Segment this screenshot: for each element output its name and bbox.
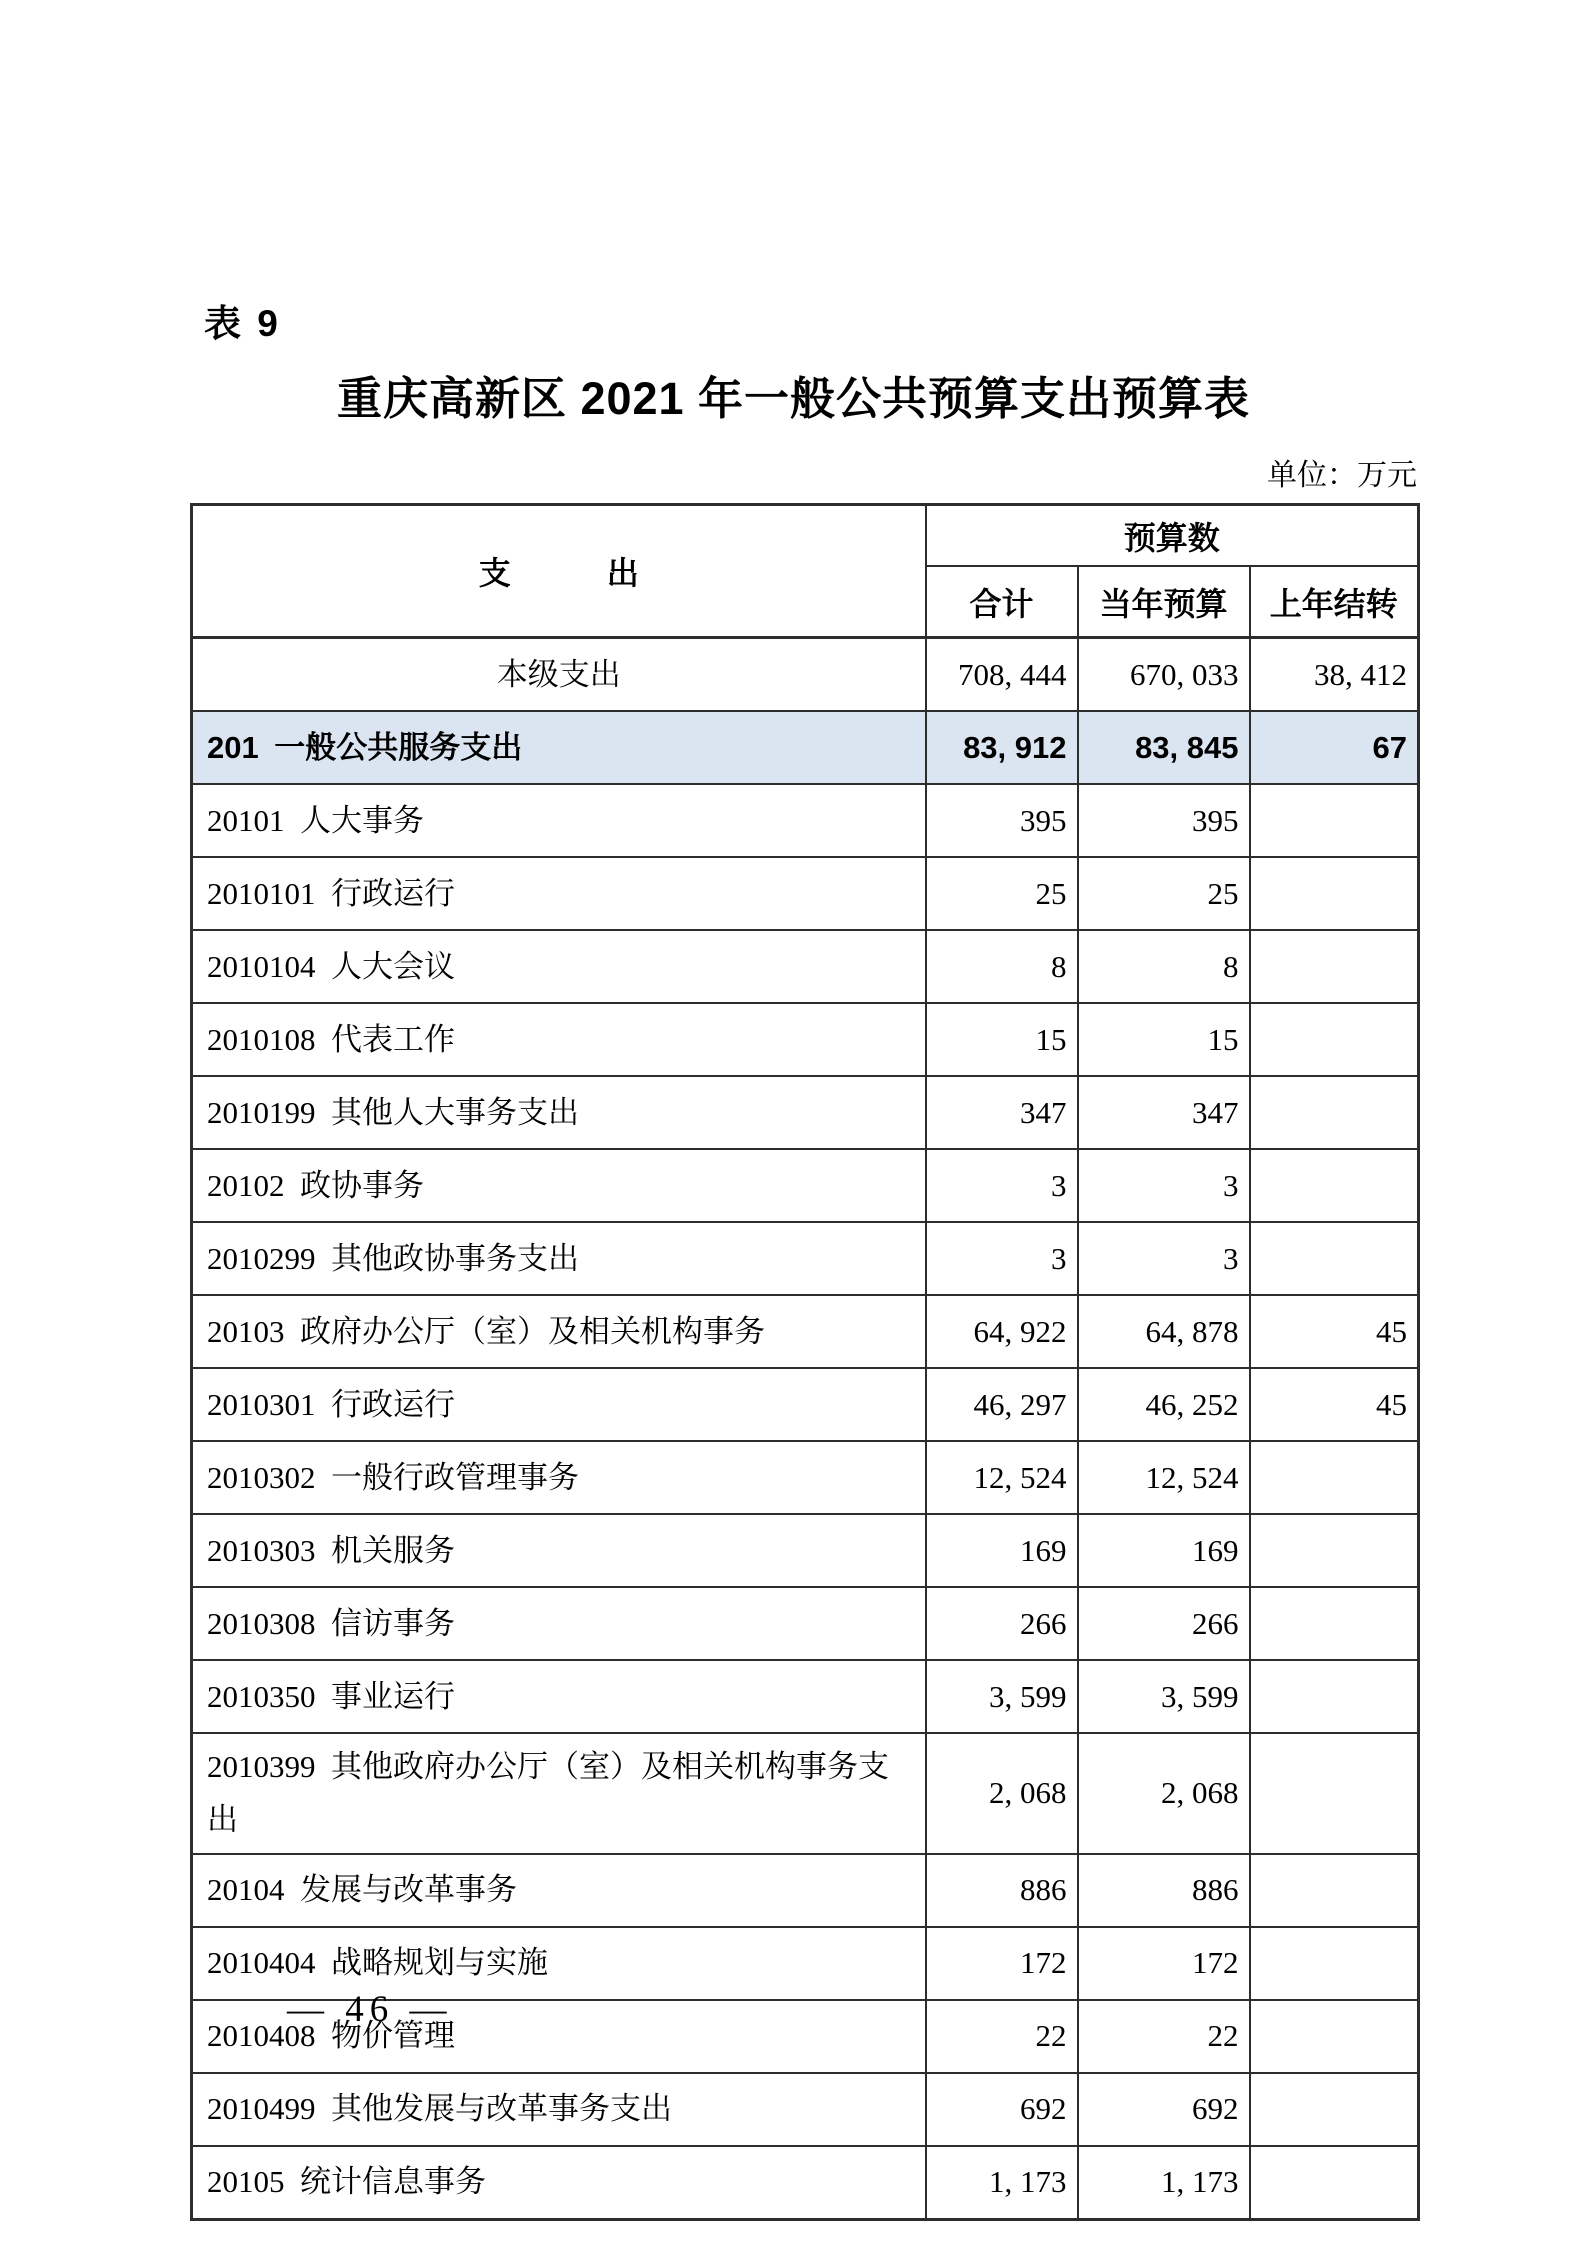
current-year-value-cell: 3, 599 <box>1078 1660 1250 1733</box>
table-row <box>192 1149 1419 1222</box>
carryover-value-cell <box>1250 1514 1419 1587</box>
table-row <box>192 1368 1419 1441</box>
column-header-expenditure: 支 出 <box>192 505 926 638</box>
table-row <box>192 784 1419 857</box>
total-value-cell: 46, 297 <box>926 1368 1078 1441</box>
unit-note: 单位：万元 <box>1267 459 1417 492</box>
total-value-cell: 692 <box>926 2073 1078 2146</box>
budget-table-body <box>192 638 1419 2220</box>
current-year-value-cell: 395 <box>1078 784 1250 857</box>
current-year-value-cell: 2, 068 <box>1078 1733 1250 1854</box>
carryover-value-cell <box>1250 2146 1419 2220</box>
total-value-cell: 169 <box>926 1514 1078 1587</box>
current-year-value-cell: 266 <box>1078 1587 1250 1660</box>
total-value-cell: 1, 173 <box>926 2146 1078 2220</box>
carryover-value-cell <box>1250 1927 1419 2000</box>
total-value-cell: 3 <box>926 1222 1078 1295</box>
budget-table <box>190 503 1420 2221</box>
current-year-value-cell: 64, 878 <box>1078 1295 1250 1368</box>
carryover-value-cell <box>1250 1149 1419 1222</box>
expenditure-item-cell: 2010399 其他政府办公厅（室）及相关机构事务支出 <box>192 1733 926 1854</box>
total-value-cell: 2, 068 <box>926 1733 1078 1854</box>
table-row <box>192 1295 1419 1368</box>
total-value-cell: 64, 922 <box>926 1295 1078 1368</box>
carryover-value-cell <box>1250 1854 1419 1927</box>
total-value-cell: 395 <box>926 784 1078 857</box>
table-row <box>192 857 1419 930</box>
current-year-value-cell: 347 <box>1078 1076 1250 1149</box>
budget-table-header <box>192 505 1419 638</box>
table-row <box>192 1441 1419 1514</box>
table-row <box>192 1854 1419 1927</box>
carryover-value-cell <box>1250 2000 1419 2073</box>
table-row <box>192 1514 1419 1587</box>
carryover-value-cell <box>1250 2073 1419 2146</box>
total-value-cell: 83, 912 <box>926 711 1078 784</box>
expenditure-item-cell: 2010301 行政运行 <box>192 1368 926 1441</box>
total-value-cell: 22 <box>926 2000 1078 2073</box>
page-number: — 46 — <box>287 1989 453 2030</box>
total-value-cell: 266 <box>926 1587 1078 1660</box>
current-year-value-cell: 83, 845 <box>1078 711 1250 784</box>
total-value-cell: 172 <box>926 1927 1078 2000</box>
total-value-cell: 12, 524 <box>926 1441 1078 1514</box>
total-value-cell: 25 <box>926 857 1078 930</box>
expenditure-item-cell: 2010308 信访事务 <box>192 1587 926 1660</box>
expenditure-item-cell: 2010299 其他政协事务支出 <box>192 1222 926 1295</box>
current-year-value-cell: 15 <box>1078 1003 1250 1076</box>
total-value-cell: 8 <box>926 930 1078 1003</box>
carryover-value-cell <box>1250 1733 1419 1854</box>
carryover-value-cell: 67 <box>1250 711 1419 784</box>
table-row <box>192 2073 1419 2146</box>
expenditure-item-cell: 2010408 物价管理 <box>192 2000 926 2073</box>
expenditure-item-cell: 2010104 人大会议 <box>192 930 926 1003</box>
expenditure-item-cell: 201 一般公共服务支出 <box>192 711 926 784</box>
table-row <box>192 638 1419 712</box>
carryover-value-cell <box>1250 1222 1419 1295</box>
table-row <box>192 2146 1419 2220</box>
table-row <box>192 1076 1419 1149</box>
table-row <box>192 1003 1419 1076</box>
expenditure-item-cell: 20102 政协事务 <box>192 1149 926 1222</box>
carryover-value-cell <box>1250 784 1419 857</box>
table-row <box>192 1222 1419 1295</box>
total-value-cell: 3 <box>926 1149 1078 1222</box>
current-year-value-cell: 46, 252 <box>1078 1368 1250 1441</box>
expenditure-item-cell: 20104 发展与改革事务 <box>192 1854 926 1927</box>
expenditure-item-cell: 2010499 其他发展与改革事务支出 <box>192 2073 926 2146</box>
column-header-total: 合计 <box>926 566 1078 638</box>
table-row <box>192 711 1419 784</box>
expenditure-item-cell: 20101 人大事务 <box>192 784 926 857</box>
total-value-cell: 708, 444 <box>926 638 1078 712</box>
expenditure-item-cell: 20103 政府办公厅（室）及相关机构事务 <box>192 1295 926 1368</box>
table-row <box>192 930 1419 1003</box>
carryover-value-cell <box>1250 1003 1419 1076</box>
table-row <box>192 1733 1419 1854</box>
total-value-cell: 15 <box>926 1003 1078 1076</box>
total-value-cell: 886 <box>926 1854 1078 1927</box>
expenditure-item-cell: 2010199 其他人大事务支出 <box>192 1076 926 1149</box>
carryover-value-cell: 45 <box>1250 1368 1419 1441</box>
expenditure-item-cell: 2010108 代表工作 <box>192 1003 926 1076</box>
carryover-value-cell: 38, 412 <box>1250 638 1419 712</box>
page-title: 重庆高新区 2021 年一般公共预算支出预算表 <box>336 373 1251 424</box>
carryover-value-cell <box>1250 857 1419 930</box>
current-year-value-cell: 172 <box>1078 1927 1250 2000</box>
current-year-value-cell: 692 <box>1078 2073 1250 2146</box>
table-number-label: 表 9 <box>204 303 281 344</box>
table-row <box>192 1587 1419 1660</box>
total-value-cell: 3, 599 <box>926 1660 1078 1733</box>
current-year-value-cell: 25 <box>1078 857 1250 930</box>
current-year-value-cell: 1, 173 <box>1078 2146 1250 2220</box>
expenditure-item-cell: 本级支出 <box>192 638 926 712</box>
current-year-value-cell: 3 <box>1078 1222 1250 1295</box>
current-year-value-cell: 169 <box>1078 1514 1250 1587</box>
current-year-value-cell: 12, 524 <box>1078 1441 1250 1514</box>
expenditure-item-cell: 20105 统计信息事务 <box>192 2146 926 2220</box>
current-year-value-cell: 22 <box>1078 2000 1250 2073</box>
expenditure-item-cell: 2010302 一般行政管理事务 <box>192 1441 926 1514</box>
carryover-value-cell <box>1250 1660 1419 1733</box>
expenditure-item-cell: 2010101 行政运行 <box>192 857 926 930</box>
current-year-value-cell: 886 <box>1078 1854 1250 1927</box>
expenditure-item-cell: 2010303 机关服务 <box>192 1514 926 1587</box>
column-header-current-year-budget: 当年预算 <box>1078 566 1250 638</box>
carryover-value-cell <box>1250 1587 1419 1660</box>
carryover-value-cell <box>1250 1076 1419 1149</box>
carryover-value-cell <box>1250 930 1419 1003</box>
header-row-group <box>192 505 1419 567</box>
expenditure-item-cell: 2010350 事业运行 <box>192 1660 926 1733</box>
expenditure-item-cell: 2010404 战略规划与实施 <box>192 1927 926 2000</box>
column-header-budget-figures: 预算数 <box>926 505 1419 567</box>
current-year-value-cell: 670, 033 <box>1078 638 1250 712</box>
current-year-value-cell: 3 <box>1078 1149 1250 1222</box>
table-row <box>192 1660 1419 1733</box>
carryover-value-cell: 45 <box>1250 1295 1419 1368</box>
carryover-value-cell <box>1250 1441 1419 1514</box>
current-year-value-cell: 8 <box>1078 930 1250 1003</box>
column-header-carryover: 上年结转 <box>1250 566 1419 638</box>
total-value-cell: 347 <box>926 1076 1078 1149</box>
